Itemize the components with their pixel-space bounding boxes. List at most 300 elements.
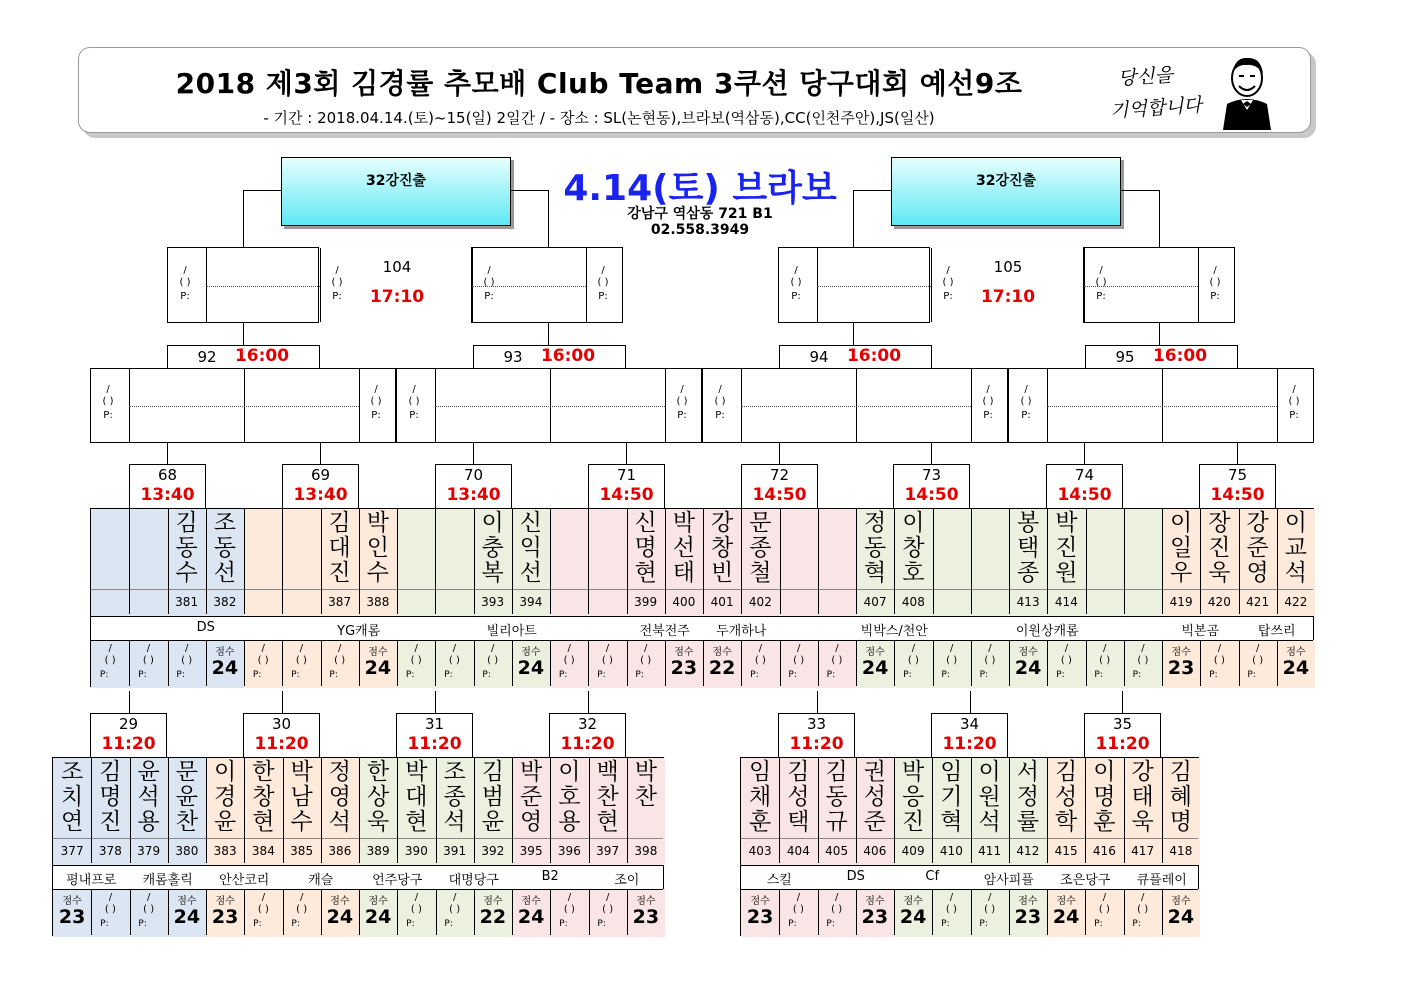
bracket-line [1122,691,1123,713]
club-name: 빌리아트 [486,624,537,639]
slot-paren: ( ) [602,904,614,915]
slot-p: P: [180,291,190,302]
player-name: 이호용 [558,759,581,835]
score-value: 24 [899,906,927,928]
score-label: 점수 [1056,896,1076,907]
score-label: 점수 [1171,896,1191,907]
venue-phone: 02.558.3949 [650,222,750,238]
mid-match-1-number: 93 [503,348,523,366]
player-name: 한상욱 [367,759,390,835]
score-value: 24 [1282,657,1310,679]
r1-match-2-number: 31 [424,715,445,733]
player-number: 420 [1207,595,1231,609]
signature-line-2: 기억합니다 [1109,94,1203,123]
bracket-line [1159,190,1160,247]
column-bg [435,509,473,616]
slot-paren: ( ) [408,396,420,407]
score-value: 23 [670,657,698,679]
score-label: 점수 [215,647,235,658]
score-label: 점수 [1286,647,1306,658]
score-label: 점수 [62,896,82,907]
slot-paren: ( ) [792,904,804,915]
slot-slash: / [949,643,954,654]
player-number: 408 [901,595,925,609]
club-name: 큐플레이 [1136,873,1187,888]
score-label: 점수 [636,896,656,907]
slot-slash: / [487,265,491,276]
slot-p: P: [138,919,147,929]
slot-paren: ( ) [449,904,461,915]
column-bg [1124,509,1162,616]
top-match-number: 104 [382,258,412,276]
slot-slash: / [605,643,610,654]
slot-p: P: [943,291,953,302]
bracket-line [1121,190,1159,191]
slot-p: P: [1132,670,1142,680]
player-name: 김명진 [99,759,122,835]
r2-match-5-time: 14:50 [904,485,959,505]
slot-p: P: [826,670,836,680]
club-name: 언주당구 [372,873,423,888]
player-number: 389 [366,844,390,858]
slot-slash: / [834,892,839,903]
player-name: 신익선 [519,510,542,586]
slot-slash: / [299,643,304,654]
upper-team-table [90,508,1314,687]
player-number: 412 [1016,844,1040,858]
slot-slash: / [1102,892,1107,903]
r2-match-4-number: 72 [769,466,790,484]
club-name: YG캐롬 [337,624,381,639]
score-value: 23 [632,906,660,928]
slot-paren: ( ) [331,277,343,288]
player-name: 이경윤 [214,759,237,835]
player-number: 405 [825,844,849,858]
club-name: 안산코리 [219,873,270,888]
slot-slash: / [184,643,189,654]
mid-match-0-number: 92 [197,348,217,366]
player-name: 조동선 [213,510,236,586]
slot-paren: ( ) [1213,655,1225,666]
slot-slash: / [794,265,798,276]
slot-slash: / [1102,643,1107,654]
slot-slash: / [337,643,342,654]
bracket-line [853,190,854,247]
column-bg [971,509,1009,616]
mid-match-2-number: 94 [809,348,829,366]
r2-match-7-number: 75 [1227,466,1248,484]
player-number: 400 [672,595,696,609]
r1-match-4-time: 11:20 [789,734,844,754]
player-name: 김성택 [787,759,810,835]
slot-slash: / [490,643,495,654]
player-number: 410 [939,844,963,858]
player-name: 김동규 [825,759,848,835]
club-name: 조이 [614,873,640,888]
slot-p: P: [409,410,419,421]
slot-paren: ( ) [143,904,155,915]
advance-banner-left: 32강진출 [281,157,511,226]
player-name: 박인수 [366,510,389,586]
player-number: 401 [710,595,734,609]
slot-paren: ( ) [942,277,954,288]
slot-slash: / [680,384,684,395]
score-value: 23 [746,906,774,928]
r2-match-5-number: 73 [921,466,942,484]
slot-slash: / [1255,643,1260,654]
slot-p: P: [558,670,568,680]
score-value: 23 [1014,906,1042,928]
player-name: 박찬 [634,759,657,810]
player-name: 박선태 [672,510,695,586]
slot-p: P: [635,670,644,680]
player-name: 이원석 [978,759,1001,835]
player-number: 383 [213,844,237,858]
player-name: 조치연 [61,759,84,835]
player-number: 413 [1016,595,1040,609]
slot-p: P: [1132,919,1141,929]
score-label: 점수 [712,647,732,658]
player-name: 봉택종 [1017,510,1040,586]
club-name: 빅본곰 [1181,624,1220,639]
slot-p: P: [788,919,797,929]
bracket-line [853,190,891,191]
player-name: 윤석용 [137,759,160,835]
column-bg [818,509,856,616]
slot-paren: ( ) [831,655,843,666]
score-value: 24 [1014,657,1042,679]
slot-paren: ( ) [334,655,346,666]
page-subtitle: - 기간 : 2018.04.14.(토)~15(일) 2일간 / - 장소 : SL(논현동),브라보(역삼동),CC(인천주안),JS(일산) [263,109,935,127]
slot-p: P: [252,670,262,680]
column-bg [780,509,818,616]
player-name: 서정률 [1016,759,1039,835]
r1-match-1-number: 30 [271,715,292,733]
r2-match-3-number: 71 [616,466,637,484]
r2-match-2-number: 70 [463,466,484,484]
player-number: 399 [634,595,658,609]
player-name: 박남수 [290,759,313,835]
slot-slash: / [758,643,763,654]
advance-banner-right: 32강진출 [891,157,1121,226]
column-bg [933,509,971,616]
player-name: 강창빈 [711,510,734,586]
slot-p: P: [559,919,568,929]
club-name: 이원상캐롬 [1015,624,1079,639]
score-label: 점수 [521,896,541,907]
r1-match-6-time: 11:20 [1095,734,1150,754]
slot-p: P: [405,670,415,680]
portrait-icon [1217,54,1277,130]
slot-p: P: [598,291,608,302]
slot-slash: / [911,643,916,654]
player-number: 409 [901,844,925,858]
mid-match-row-0 [90,368,396,443]
player-number: 403 [748,844,772,858]
score-value: 24 [211,657,239,679]
player-name: 이충복 [481,510,504,586]
player-number: 417 [1131,844,1155,858]
score-value: 24 [326,906,354,928]
slot-paren: ( ) [1288,396,1300,407]
player-number: 391 [443,844,467,858]
slot-slash: / [452,892,457,903]
slot-p: P: [1247,670,1256,680]
player-name: 김범윤 [481,759,504,835]
venue-street: 강남구 역삼동 721 B1 [627,206,773,222]
slot-p: P: [100,919,109,929]
slot-paren: ( ) [831,904,843,915]
player-name: 이명훈 [1093,759,1116,835]
slot-slash: / [108,892,113,903]
mid-match-3-time: 16:00 [1152,346,1208,366]
slot-paren: ( ) [487,655,499,666]
slot-p: P: [99,670,109,680]
slot-slash: / [796,892,801,903]
score-label: 점수 [1171,647,1191,658]
slot-paren: ( ) [984,655,996,666]
column-bg [1086,509,1124,616]
player-name: 이창호 [902,510,925,586]
player-name: 박준영 [520,759,543,835]
slot-paren: ( ) [296,904,308,915]
score-label: 점수 [865,896,885,907]
column-bg [244,509,282,616]
slot-slash: / [261,643,265,654]
player-name: 박대현 [405,759,428,835]
slot-slash: / [183,265,187,276]
r2-match-0-number: 68 [157,466,178,484]
player-name: 정영석 [328,759,351,835]
slot-paren: ( ) [601,655,613,666]
mid-match-2-time: 16:00 [846,346,902,366]
player-name: 신명현 [634,510,657,586]
player-number: 392 [481,844,505,858]
column-bg [550,509,588,616]
top-match-box-right-1 [1083,247,1235,323]
score-label: 점수 [215,896,235,907]
slot-paren: ( ) [257,655,269,666]
r1-match-0-time: 11:20 [101,734,156,754]
score-value: 24 [1167,906,1195,928]
club-name: 스킬 [766,873,792,888]
slot-slash: / [988,643,992,654]
score-label: 점수 [674,647,694,658]
club-name: DS [196,620,215,635]
slot-paren: ( ) [104,655,116,666]
bracket-line [243,323,244,345]
player-number: 394 [519,595,543,609]
bracket-line [931,443,932,464]
r2-match-2-time: 13:40 [446,485,501,505]
score-value: 24 [861,657,889,679]
score-label: 점수 [903,896,923,907]
slot-paren: ( ) [104,904,116,915]
slot-paren: ( ) [410,904,422,915]
slot-paren: ( ) [1099,655,1111,666]
player-name: 권성준 [863,759,886,835]
slot-p: P: [103,410,113,421]
page-title: 2018 제3회 김경률 추모배 Club Team 3쿠션 당구대회 예선9조 [175,67,1023,100]
player-number: 390 [404,844,428,858]
slot-slash: / [567,892,572,903]
venue-date: 4.14(토) 브라보 [563,168,837,209]
slot-p: P: [903,670,912,680]
score-value: 24 [1052,906,1080,928]
player-number: 421 [1246,595,1270,609]
slot-p: P: [979,670,989,680]
slot-paren: ( ) [257,904,269,915]
bracket-line [588,691,589,713]
player-number: 406 [863,844,887,858]
slot-p: P: [329,670,338,680]
column-bg [91,509,129,616]
slot-paren: ( ) [102,396,114,407]
score-value: 24 [173,906,201,928]
r2-match-0-time: 13:40 [140,485,195,505]
column-bg [282,509,320,616]
slot-p: P: [176,670,185,680]
slot-p: P: [1210,291,1220,302]
mid-match-row-3 [1008,368,1314,443]
slot-p: P: [826,919,835,929]
bracket-line [548,190,549,247]
player-name: 장진욱 [1208,510,1231,586]
player-name: 김혜명 [1169,759,1192,835]
r2-match-7-time: 14:50 [1210,485,1265,505]
score-label: 점수 [1018,896,1038,907]
slot-slash: / [414,892,419,903]
slot-paren: ( ) [483,277,495,288]
slot-paren: ( ) [640,655,652,666]
slot-p: P: [138,670,147,680]
player-number: 404 [786,844,810,858]
slot-paren: ( ) [982,396,994,407]
slot-slash: / [946,265,950,276]
r1-match-0-number: 29 [118,715,139,733]
bracket-line [853,323,854,345]
r2-match-6-time: 14:50 [1057,485,1112,505]
score-label: 점수 [368,647,388,658]
slot-paren: ( ) [984,904,996,915]
slot-slash: / [986,384,990,395]
r1-match-2-time: 11:20 [407,734,462,754]
lower-team-table-right [740,757,1199,936]
score-label: 점수 [330,896,350,907]
player-name: 임기혁 [940,759,963,835]
top-match-box-left-1 [778,247,954,323]
bracket-line [435,691,436,713]
slot-slash: / [412,384,416,395]
score-value: 22 [708,657,736,679]
slot-paren: ( ) [295,655,307,666]
score-label: 점수 [368,896,388,907]
score-value: 24 [517,906,545,928]
top-match-box-left-0 [167,247,343,323]
slot-p: P: [979,919,988,929]
player-name: 문종철 [749,510,772,586]
slot-p: P: [1209,670,1218,680]
r1-match-4-number: 33 [806,715,827,733]
player-number: 386 [328,844,352,858]
club-name: 전북전주 [639,624,690,639]
venue-address [540,206,860,238]
player-number: 416 [1092,844,1116,858]
top-match-time: 17:10 [980,287,1036,307]
slot-p: P: [484,291,494,302]
slot-paren: ( ) [1137,904,1149,915]
mid-match-row-2 [702,368,1008,443]
r2-match-1-number: 69 [310,466,331,484]
slot-paren: ( ) [448,655,460,666]
player-number: 377 [60,844,84,858]
slot-p: P: [371,410,381,421]
score-value: 23 [58,906,86,928]
player-name: 김동수 [175,510,198,586]
score-label: 점수 [1018,647,1038,658]
score-value: 22 [479,906,507,928]
score-value: 23 [1167,657,1195,679]
bracket-line [282,691,283,713]
player-name: 한창현 [252,759,275,835]
slot-paren: ( ) [1060,655,1072,666]
club-name: 조은당구 [1060,873,1111,888]
player-number: 402 [748,595,772,609]
r1-match-5-number: 34 [959,715,980,733]
slot-slash: / [987,892,992,903]
slot-slash: / [1217,643,1222,654]
slot-p: P: [406,919,415,929]
r1-match-1-time: 11:20 [254,734,309,754]
player-number: 396 [557,844,581,858]
top-match-box-right-0 [471,247,623,323]
slot-p: P: [291,670,300,680]
slot-slash: / [835,643,839,654]
player-number: 387 [328,595,352,609]
slot-slash: / [374,384,378,395]
bracket-line [243,190,244,247]
player-name: 문윤찬 [175,759,198,835]
player-name: 이일우 [1170,510,1193,586]
bracket-line [511,190,549,191]
club-name: 평내프로 [66,873,117,888]
score-value: 24 [364,657,392,679]
slot-paren: ( ) [1098,904,1110,915]
slot-slash: / [1064,643,1069,654]
club-name: 캐롬홀릭 [142,873,193,888]
player-name: 백찬현 [596,759,619,835]
slot-paren: ( ) [1095,277,1107,288]
slot-paren: ( ) [793,655,805,666]
score-value: 23 [861,906,889,928]
slot-slash: / [261,892,266,903]
top-match-number: 105 [993,258,1023,276]
slot-slash: / [414,643,418,654]
player-name: 조종석 [443,759,466,835]
slot-p: P: [253,919,262,929]
mid-match-3-number: 95 [1115,348,1135,366]
slot-p: P: [791,291,801,302]
header-panel [78,47,1311,133]
slot-paren: ( ) [370,396,382,407]
club-name: Cf [925,869,940,884]
score-label: 점수 [865,647,885,658]
score-label: 점수 [750,896,770,907]
slot-paren: ( ) [714,396,726,407]
player-number: 381 [175,595,199,609]
slot-slash: / [452,643,457,654]
player-number: 378 [98,844,122,858]
